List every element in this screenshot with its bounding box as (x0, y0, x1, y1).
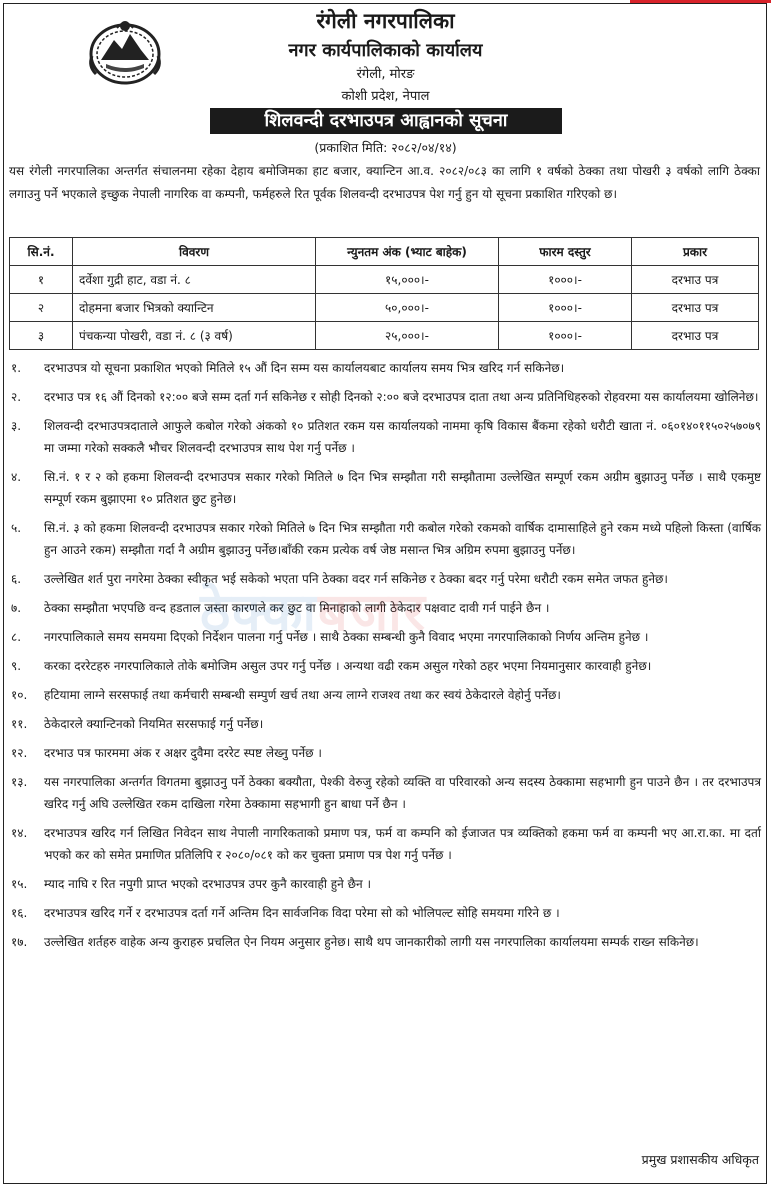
term-number: १४. (11, 826, 28, 840)
cell-min-amount: २५,०००।- (316, 322, 499, 350)
term-item (9, 415, 761, 459)
watermark-part2: बजार (317, 583, 427, 643)
term-item (9, 466, 761, 510)
term-number: ८. (11, 630, 22, 644)
term-item (9, 822, 761, 866)
term-number: ३. (11, 419, 22, 433)
term-text: शिलवन्दी दरभाउपत्रदाताले आफुले कबोल गरेको अंकको १० प्रतिशत रकम यस कार्यालयको नाममा कृषि विकास बैंकमा रहेको धरौटी खाता नं. ०६०१४०११५०२५७०७९ मा जम्मा गरेको सक्कलै भौचर शिलवन्दी दरभाउपत्र साथ पेश गर्नु पर्नेछ । (44, 419, 761, 455)
table-header-row (10, 238, 759, 266)
term-text: दरभाउ पत्र फारममा अंक र अक्षर दुवैमा दररेट स्पष्ट लेख्नु पर्नेछ । (44, 746, 322, 760)
tender-table (9, 237, 759, 350)
cell-sn: १ (10, 266, 73, 294)
term-item (9, 684, 761, 706)
office-name: रंगेली नगरपालिका (316, 9, 455, 33)
term-item (9, 931, 761, 953)
term-item (9, 902, 761, 924)
cell-type: दरभाउ पत्र (632, 294, 759, 322)
col-header-min-amount: न्युनतम अंक (भ्याट बाहेक) (316, 238, 499, 266)
cell-min-amount: १५,०००।- (316, 266, 499, 294)
cell-description: दर्वेशा गुद्री हाट, वडा नं. ८ (73, 266, 316, 294)
term-text: दरभाउपत्र यो सूचना प्रकाशित भएको मितिले १५ औं दिन सम्म यस कार्यालयबाट कार्यालय समय भित्र खरिद गर्न सकिनेछ। (44, 361, 565, 375)
cell-min-amount: ५०,०००।- (316, 294, 499, 322)
term-text: ठेकेदारले क्यान्टिनको नियमित सरसफाई गर्नु पर्नेछ। (44, 717, 264, 731)
col-header-type: प्रकार (632, 238, 759, 266)
term-number: ५. (11, 521, 22, 535)
term-item (9, 357, 761, 379)
office-province: कोशी प्रदेश, नेपाल (341, 89, 430, 104)
col-header-sn: सि.नं. (10, 238, 73, 266)
term-text: सि.नं. १ र २ को हकमा शिलवन्दी दरभाउपत्र सकार गरेको मितिले ७ दिन भित्र सम्झौता गरी सम्झौतामा उल्लेखित सम्पूर्ण रकम अग्रीम बुझाउनु पर्नेछ । साथै एकमुष्ट सम्पूर्ण रकम बुझाएमा १० प्रतिशत छुट हुनेछ। (44, 470, 761, 506)
term-number: ७. (11, 601, 22, 615)
term-item (9, 771, 761, 815)
cell-form-fee: १०००।- (499, 322, 632, 350)
cell-sn: ३ (10, 322, 73, 350)
term-item (9, 655, 761, 677)
terms-list (9, 357, 761, 960)
table-row (10, 322, 759, 350)
table-row (10, 266, 759, 294)
col-header-description: विवरण (73, 238, 316, 266)
notice-intro: यस रंगेली नगरपालिका अन्तर्गत संचालनमा रहेका देहाय बमोजिमका हाट बजार, क्यान्टिन आ.व. २०८२/०८३ का लागि १ वर्षको ठेक्का तथा पोखरी ३ वर्षको लागि ठेक्का लगाउनु पर्ने भएकाले इच्छुक नेपाली नागरिक वा कम्पनी, फर्महरुले रित पूर्वक शिलवन्दी दरभाउपत्र पेश गर्नु हुन यो सूचना प्रकाशित गरिएको छ। (9, 164, 760, 201)
term-number: ६. (11, 572, 22, 586)
signature-title: प्रमुख प्रशासकीय अधिकृत (641, 1152, 759, 1167)
term-item (9, 873, 761, 895)
term-number: १७. (11, 935, 28, 949)
term-number: ९. (11, 659, 22, 673)
cell-sn: २ (10, 294, 73, 322)
term-number: २. (11, 390, 22, 404)
term-item (9, 742, 761, 764)
term-text: उल्लेखित शर्तहरु वाहेक अन्य कुराहरु प्रचलित ऐन नियम अनुसार हुनेछ। साथै थप जानकारीको लागी यस नगरपालिका कार्यालयमा सम्पर्क राख्न सकिनेछ। (44, 935, 699, 949)
cell-type: दरभाउ पत्र (632, 322, 759, 350)
term-text: दरभाउपत्र खरिद गर्न लिखित निवेदन साथ नेपाली नागरिकताको प्रमाण पत्र, फर्म वा कम्पनि को ईजाजत पत्र व्यक्तिको हकमा फर्म वा कम्पनी भए आ.रा.का. मा दर्ता भएको कर को समेत प्रमाणित प्रतिलिपि र २०८०/०८१ को कर चुक्ता प्रमाण पत्र पेश गर्नु पर्नेछ । (44, 826, 761, 862)
term-text: करका दररेटहरु नगरपालिकाले तोके बमोजिम असुल उपर गर्नु पर्नेछ । अन्यथा वढी रकम असुल गरेको ठहर भएमा नियमानुसार कारवाही हुनेछ। (44, 659, 652, 673)
term-text: दरभाउ पत्र १६ औं दिनको १२:०० बजे सम्म दर्ता गर्न सकिनेछ र सोही दिनको २:०० बजे दरभाउपत्र दाता तथा अन्य प्रतिनिधिहरुको रोहवरमा यस कार्यालयमा खोलिनेछ। (44, 390, 759, 404)
term-item (9, 386, 761, 408)
term-number: १३. (11, 775, 28, 789)
term-text: दरभाउपत्र खरिद गर्ने र दरभाउपत्र दर्ता गर्ने अन्तिम दिन सार्वजनिक विदा परेमा सो को भोलिपल्ट सोहि समयमा गरिने छ । (44, 906, 560, 920)
term-item (9, 568, 761, 590)
term-item (9, 517, 761, 561)
term-text: म्याद नाघि र रित नपुगी प्राप्त भएको दरभाउपत्र उपर कुनै कारवाही हुने छैन । (44, 877, 372, 891)
term-number: ११. (11, 717, 28, 731)
term-number: १०. (11, 688, 28, 702)
office-location: रंगेली, मोरङ (356, 67, 415, 82)
term-text: सि.नं. ३ को हकमा शिलवन्दी दरभाउपत्र सकार गरेको मितिले ७ दिन भित्र सम्झौता गरी कबोल गरेको रकमको वार्षिक दामासाहिले हुने रकम मध्ये पहिलो किस्ता (वार्षिक हुन आउने रकम) सम्झौता गर्दा नै अग्रीम बुझाउनु पर्नेछ।बाँकी रकम प्रत्येक वर्ष जेष्ठ मसान्त भित्र अग्रिम रुपमा बुझाउनु पर्नेछ। (44, 521, 761, 557)
term-item (9, 597, 761, 619)
notice-title: शिलवन्दी दरभाउपत्र आह्वानको सूचना (210, 108, 562, 134)
term-number: १५. (11, 877, 28, 891)
office-subtitle: नगर कार्यपालिकाको कार्यालय (288, 40, 483, 61)
term-text: हटियामा लाग्ने सरसफाई तथा कर्मचारी सम्बन्धी सम्पुर्ण खर्च तथा अन्य लाग्ने राजश्व तथा कर स्वयं ठेकेदारले वेहोर्नु पर्नेछ। (44, 688, 561, 702)
term-text: उल्लेखित शर्त पुरा नगरेमा ठेक्का स्वीकृत भई सकेको भएता पनि ठेक्का वदर गर्न सकिनेछ र ठेक्का बदर गर्नु परेमा धरौटी रकम समेत जफत हुनेछ। (44, 572, 668, 586)
term-text: ठेक्का सम्झौता भएपछि वन्द हडताल जस्ता कारणले कर छुट वा मिनाहाको लागी ठेकेदार पक्षवाट दावी गर्न पाईने छैन । (44, 601, 550, 615)
col-header-form-fee: फारम दस्तुर (499, 238, 632, 266)
term-number: १२. (11, 746, 28, 760)
cell-type: दरभाउ पत्र (632, 266, 759, 294)
term-number: १६. (11, 906, 28, 920)
cell-description: पंचकन्या पोखरी, वडा नं. ८ (३ वर्ष) (73, 322, 316, 350)
term-text: यस नगरपालिका अन्तर्गत विगतमा बुझाउनु पर्ने ठेक्का बक्यौता, पेश्की वेरुजु रहेको व्यक्ति वा परिवारको अन्य सदस्य ठेक्कामा सहभागी हुन पाउने छैन । तर दरभाउपत्र खरिद गर्नु अघि उल्लेखित रकम दाखिला गरेमा ठेक्कामा सहभागी हुन बाधा पर्ने छैन । (44, 775, 761, 811)
cell-description: दोहमना बजार भित्रको क्यान्टिन (73, 294, 316, 322)
cell-form-fee: १०००।- (499, 294, 632, 322)
table-row (10, 294, 759, 322)
published-date: (प्रकाशित मिति: २०८२/०४/१४) (314, 140, 457, 155)
term-item (9, 713, 761, 735)
term-item (9, 626, 761, 648)
watermark-part1: ठेक्का (200, 583, 318, 643)
term-number: ४. (11, 470, 22, 484)
term-number: १. (11, 361, 22, 375)
cell-form-fee: १०००।- (499, 266, 632, 294)
term-text: नगरपालिकाले समय समयमा दिएको निर्देशन पालना गर्नु पर्नेछ । साथै ठेक्का सम्बन्धी कुनै विवाद भएमा नगरपालिकाको निर्णय अन्तिम हुनेछ । (44, 630, 649, 644)
